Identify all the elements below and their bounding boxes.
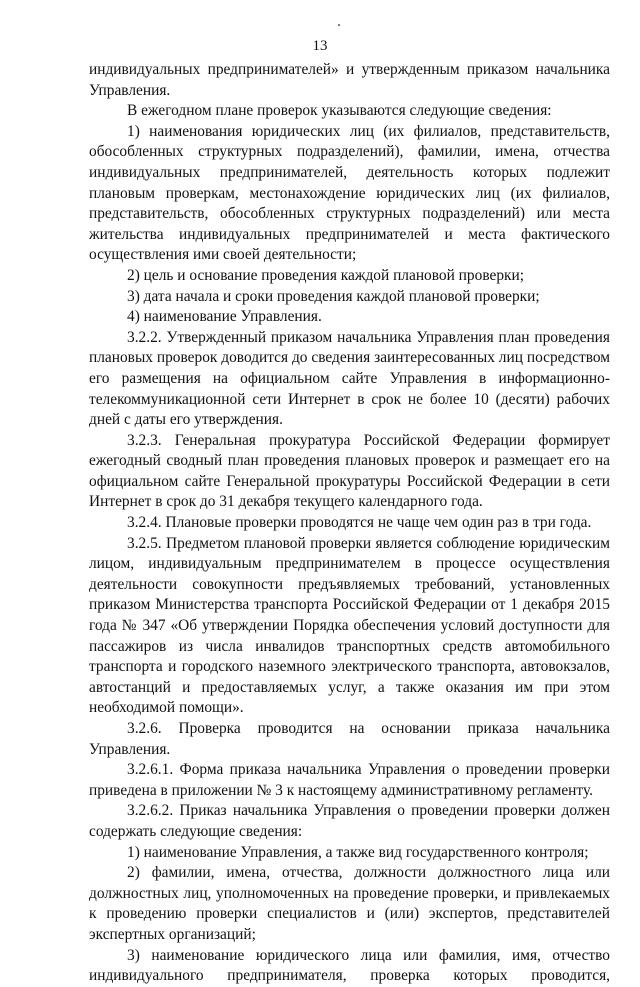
clause-3-2-5: 3.2.5. Предметом плановой проверки является соблюдение юридическим лицом, индивидуальным предпринимателем в процессе осуществления деятельности совокупности предъявляемых требований, установленных приказом Министерства транспорта Российской Федерации от 1 декабря 2015 года № 347 «Об утверждении Порядка обеспечения условий доступности для пассажиров из числа инвалидов транспортных средств автомобильного транспорта и городского наземного электрического транспорта, автовокзалов, автостанций и предоставляемых услуг, а также оказания им при этом необходимой помощи». [89, 534, 610, 717]
order-item-3: 3) наименование юридического лица или фамилия, имя, отчество индивидуального предпринимателя, проверка которых проводится, [89, 946, 610, 985]
scan-speck [338, 24, 340, 26]
clause-3-2-6-1: 3.2.6.1. Форма приказа начальника Управления о проведении проверки приведена в приложении № 3 к настоящему административному регламенту. [89, 761, 610, 799]
list-item-2: 2) цель и основание проведения каждой плановой проверки; [127, 266, 525, 284]
list-item-1: 1) наименования юридических лиц (их филиалов, представительств, обособленных структурных подразделений), фамилии, имена, отчества индивидуальных предпринимателей, деятельность которых подлежит плановым проверкам, местонахождение юридических лиц (их филиалов, представительств, обособленных структурных подразделений) или места жительства индивидуальных предпринимателей и места фактического осуществления ими своей деятельности; [89, 122, 610, 264]
document-body [89, 60, 610, 987]
paragraph-plan-intro: В ежегодном плане проверок указываются следующие сведения: [127, 102, 552, 120]
clause-3-2-6: 3.2.6. Проверка проводится на основании приказа начальника Управления. [89, 720, 610, 758]
order-item-1: 1) наименование Управления, а также вид государственного контроля; [127, 843, 589, 861]
paragraph-continuation: индивидуальных предпринимателей» и утвержденным приказом начальника Управления. [89, 61, 610, 99]
list-item-3: 3) дата начала и сроки проведения каждой плановой проверки; [127, 287, 540, 305]
clause-3-2-6-2: 3.2.6.2. Приказ начальника Управления о проведении проверки должен содержать следующие сведения: [89, 802, 610, 840]
order-item-2: 2) фамилии, имена, отчества, должности должностного лица или должностных лиц, уполномоченных на проведение проверки, и привлекаемых к проведению проверки специалистов и (или) экспертов, представителей экспертных организаций; [89, 864, 610, 943]
clause-3-2-4: 3.2.4. Плановые проверки проводятся не чаще чем один раз в три года. [127, 514, 592, 532]
list-item-4: 4) наименование Управления. [127, 308, 322, 326]
page-number: 13 [312, 38, 328, 54]
clause-3-2-2: 3.2.2. Утвержденный приказом начальника Управления план проведения плановых проверок доводится до сведения заинтересованных лиц посредством его размещения на официальном сайте Управления в информационно-телекоммуникационной сети Интернет в срок не более 10 (десяти) рабочих дней с даты его утверждения. [89, 328, 610, 429]
clause-3-2-3: 3.2.3. Генеральная прокуратура Российской Федерации формирует ежегодный сводный план проведения плановых проверок и размещает его на официальном сайте Генеральной прокуратуры Российской Федерации в сети Интернет в срок до 31 декабря текущего календарного года. [89, 431, 610, 511]
